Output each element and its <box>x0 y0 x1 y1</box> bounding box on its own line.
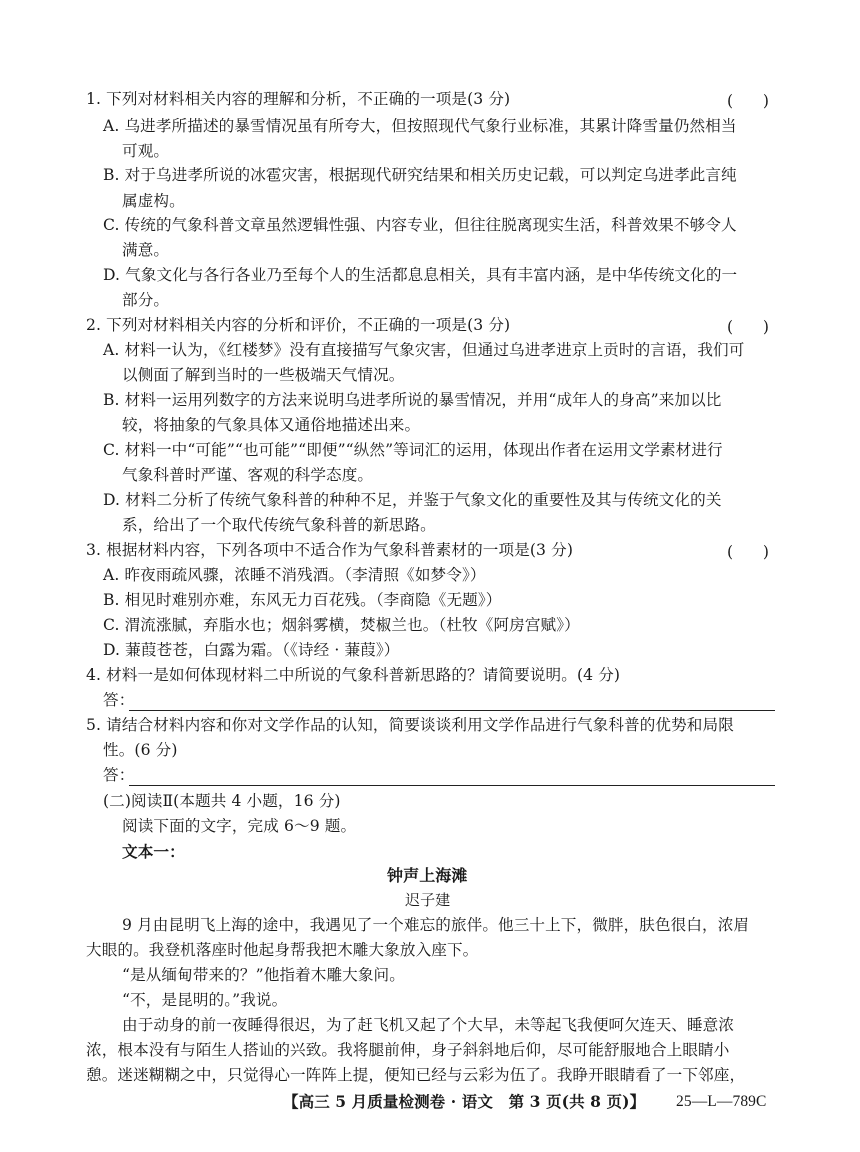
question-3-option-a: A. 昨夜雨疏风骤，浓睡不消残酒。（李清照《如梦令》） <box>103 566 486 584</box>
question-4-stem: 4. 材料一是如何体现材料二中所说的气象科普新思路的？请简要说明。(4 分) <box>86 666 621 684</box>
question-3-answer-bracket: ( ) <box>727 543 769 561</box>
question-1-option-b: B. 对于乌进孝所说的冰雹灾害，根据现代研究结果和相关历史记载，可以判定乌进孝此言纯 <box>103 166 737 184</box>
question-3-stem: 3. 根据材料内容，下列各项中不适合作为气象科普素材的一项是(3 分) <box>86 541 574 559</box>
question-1-option-b-cont: 属虚构。 <box>122 192 185 210</box>
question-1-option-a: A. 乌进孝所描述的暴雪情况虽有所夸大，但按照现代气象行业标准，其累计降雪量仍然相当 <box>103 117 737 135</box>
question-2-option-b: B. 材料一运用列数字的方法来说明乌进孝所说的暴雪情况，并用“成年人的身高”来加以比 <box>103 391 722 409</box>
question-1-answer-bracket: ( ) <box>727 92 769 110</box>
story-title: 钟声上海滩 <box>387 866 468 885</box>
question-5-answer-line[interactable] <box>129 785 775 786</box>
story-paragraph-3: “不，是昆明的。”我说。 <box>122 991 288 1009</box>
story-paragraph-2: “是从缅甸带来的？”他指着木雕大象问。 <box>122 966 405 984</box>
footer-exam-code: 25—L—789C <box>676 1093 767 1110</box>
question-5-stem: 5. 请结合材料内容和你对文学作品的认知，简要谈谈利用文学作品进行气象科普的优势和局限 <box>86 716 734 734</box>
question-3-option-b: B. 相见时难别亦难，东风无力百花残。（李商隐《无题》） <box>103 591 502 609</box>
question-2-option-a-cont: 以侧面了解到当时的一些极端天气情况。 <box>122 366 405 384</box>
section-2-instruction: 阅读下面的文字，完成 6～9 题。 <box>122 817 357 835</box>
story-paragraph-1-line-2: 大眼的。我登机落座时他起身帮我把木雕大象放入座下。 <box>86 941 479 959</box>
story-paragraph-4-line-3: 憩。迷迷糊糊之中，只觉得心一阵阵上提，便知已经与云彩为伍了。我睁开眼睛看了一下邻座， <box>86 1066 746 1084</box>
question-5-answer-label: 答： <box>103 766 135 784</box>
section-2-heading: (二)阅读Ⅱ(本题共 4 小题，16 分) <box>103 792 341 810</box>
text-one-label: 文本一： <box>122 842 185 861</box>
question-1-option-d: D. 气象文化与各行各业乃至每个人的生活都息息相关，具有丰富内涵，是中华传统文化的一 <box>103 266 738 284</box>
question-5-stem-cont: 性。(6 分) <box>103 741 178 759</box>
question-3-option-d: D. 蒹葭苍苍，白露为霜。（《诗经 · 蒹葭》） <box>103 641 400 659</box>
question-1-stem: 1. 下列对材料相关内容的理解和分析，不正确的一项是(3 分) <box>86 90 511 108</box>
footer-page-info: 【高三 5 月质量检测卷 · 语文 第 3 页(共 8 页)】 <box>283 1092 646 1111</box>
story-author: 迟子建 <box>405 891 451 909</box>
question-4-answer-line[interactable] <box>129 710 775 711</box>
question-2-answer-bracket: ( ) <box>727 318 769 336</box>
question-3-option-c: C. 渭流涨腻，弃脂水也；烟斜雾横，焚椒兰也。（杜牧《阿房宫赋》） <box>103 616 580 634</box>
question-1-option-d-cont: 部分。 <box>122 291 170 309</box>
question-1-option-a-cont: 可观。 <box>122 142 170 160</box>
story-paragraph-1-line-1: 9 月由昆明飞上海的途中，我遇见了一个难忘的旅伴。他三十上下，微胖，肤色很白，浓眉 <box>122 916 750 934</box>
question-2-option-d: D. 材料二分析了传统气象科普的种种不足，并鉴于气象文化的重要性及其与传统文化的关 <box>103 491 722 509</box>
question-2-option-c-cont: 气象科普时严谨、客观的科学态度。 <box>122 466 374 484</box>
question-4-answer-label: 答： <box>103 691 135 709</box>
question-2-option-d-cont: 系，给出了一个取代传统气象科普的新思路。 <box>122 516 436 534</box>
story-paragraph-4-line-2: 浓，根本没有与陌生人搭讪的兴致。我将腿前伸，身子斜斜地后仰，尽可能舒服地合上眼睛小 <box>86 1041 730 1059</box>
question-2-option-a: A. 材料一认为，《红楼梦》没有直接描写气象灾害，但通过乌进孝进京上贡时的言语，我们可 <box>103 341 745 359</box>
story-paragraph-4-line-1: 由于动身的前一夜睡得很迟，为了赶飞机又起了个大早，未等起飞我便呵欠连天、睡意浓 <box>122 1016 735 1034</box>
question-2-option-c: C. 材料一中“可能”“也可能”“即便”“纵然”等词汇的运用，体现出作者在运用文学素材进行 <box>103 441 723 459</box>
question-2-stem: 2. 下列对材料相关内容的分析和评价，不正确的一项是(3 分) <box>86 316 511 334</box>
question-1-option-c: C. 传统的气象科普文章虽然逻辑性强、内容专业，但往往脱离现实生活，科普效果不够令人 <box>103 216 737 234</box>
question-2-option-b-cont: 较，将抽象的气象具体又通俗地描述出来。 <box>122 416 421 434</box>
question-1-option-c-cont: 满意。 <box>122 241 170 259</box>
